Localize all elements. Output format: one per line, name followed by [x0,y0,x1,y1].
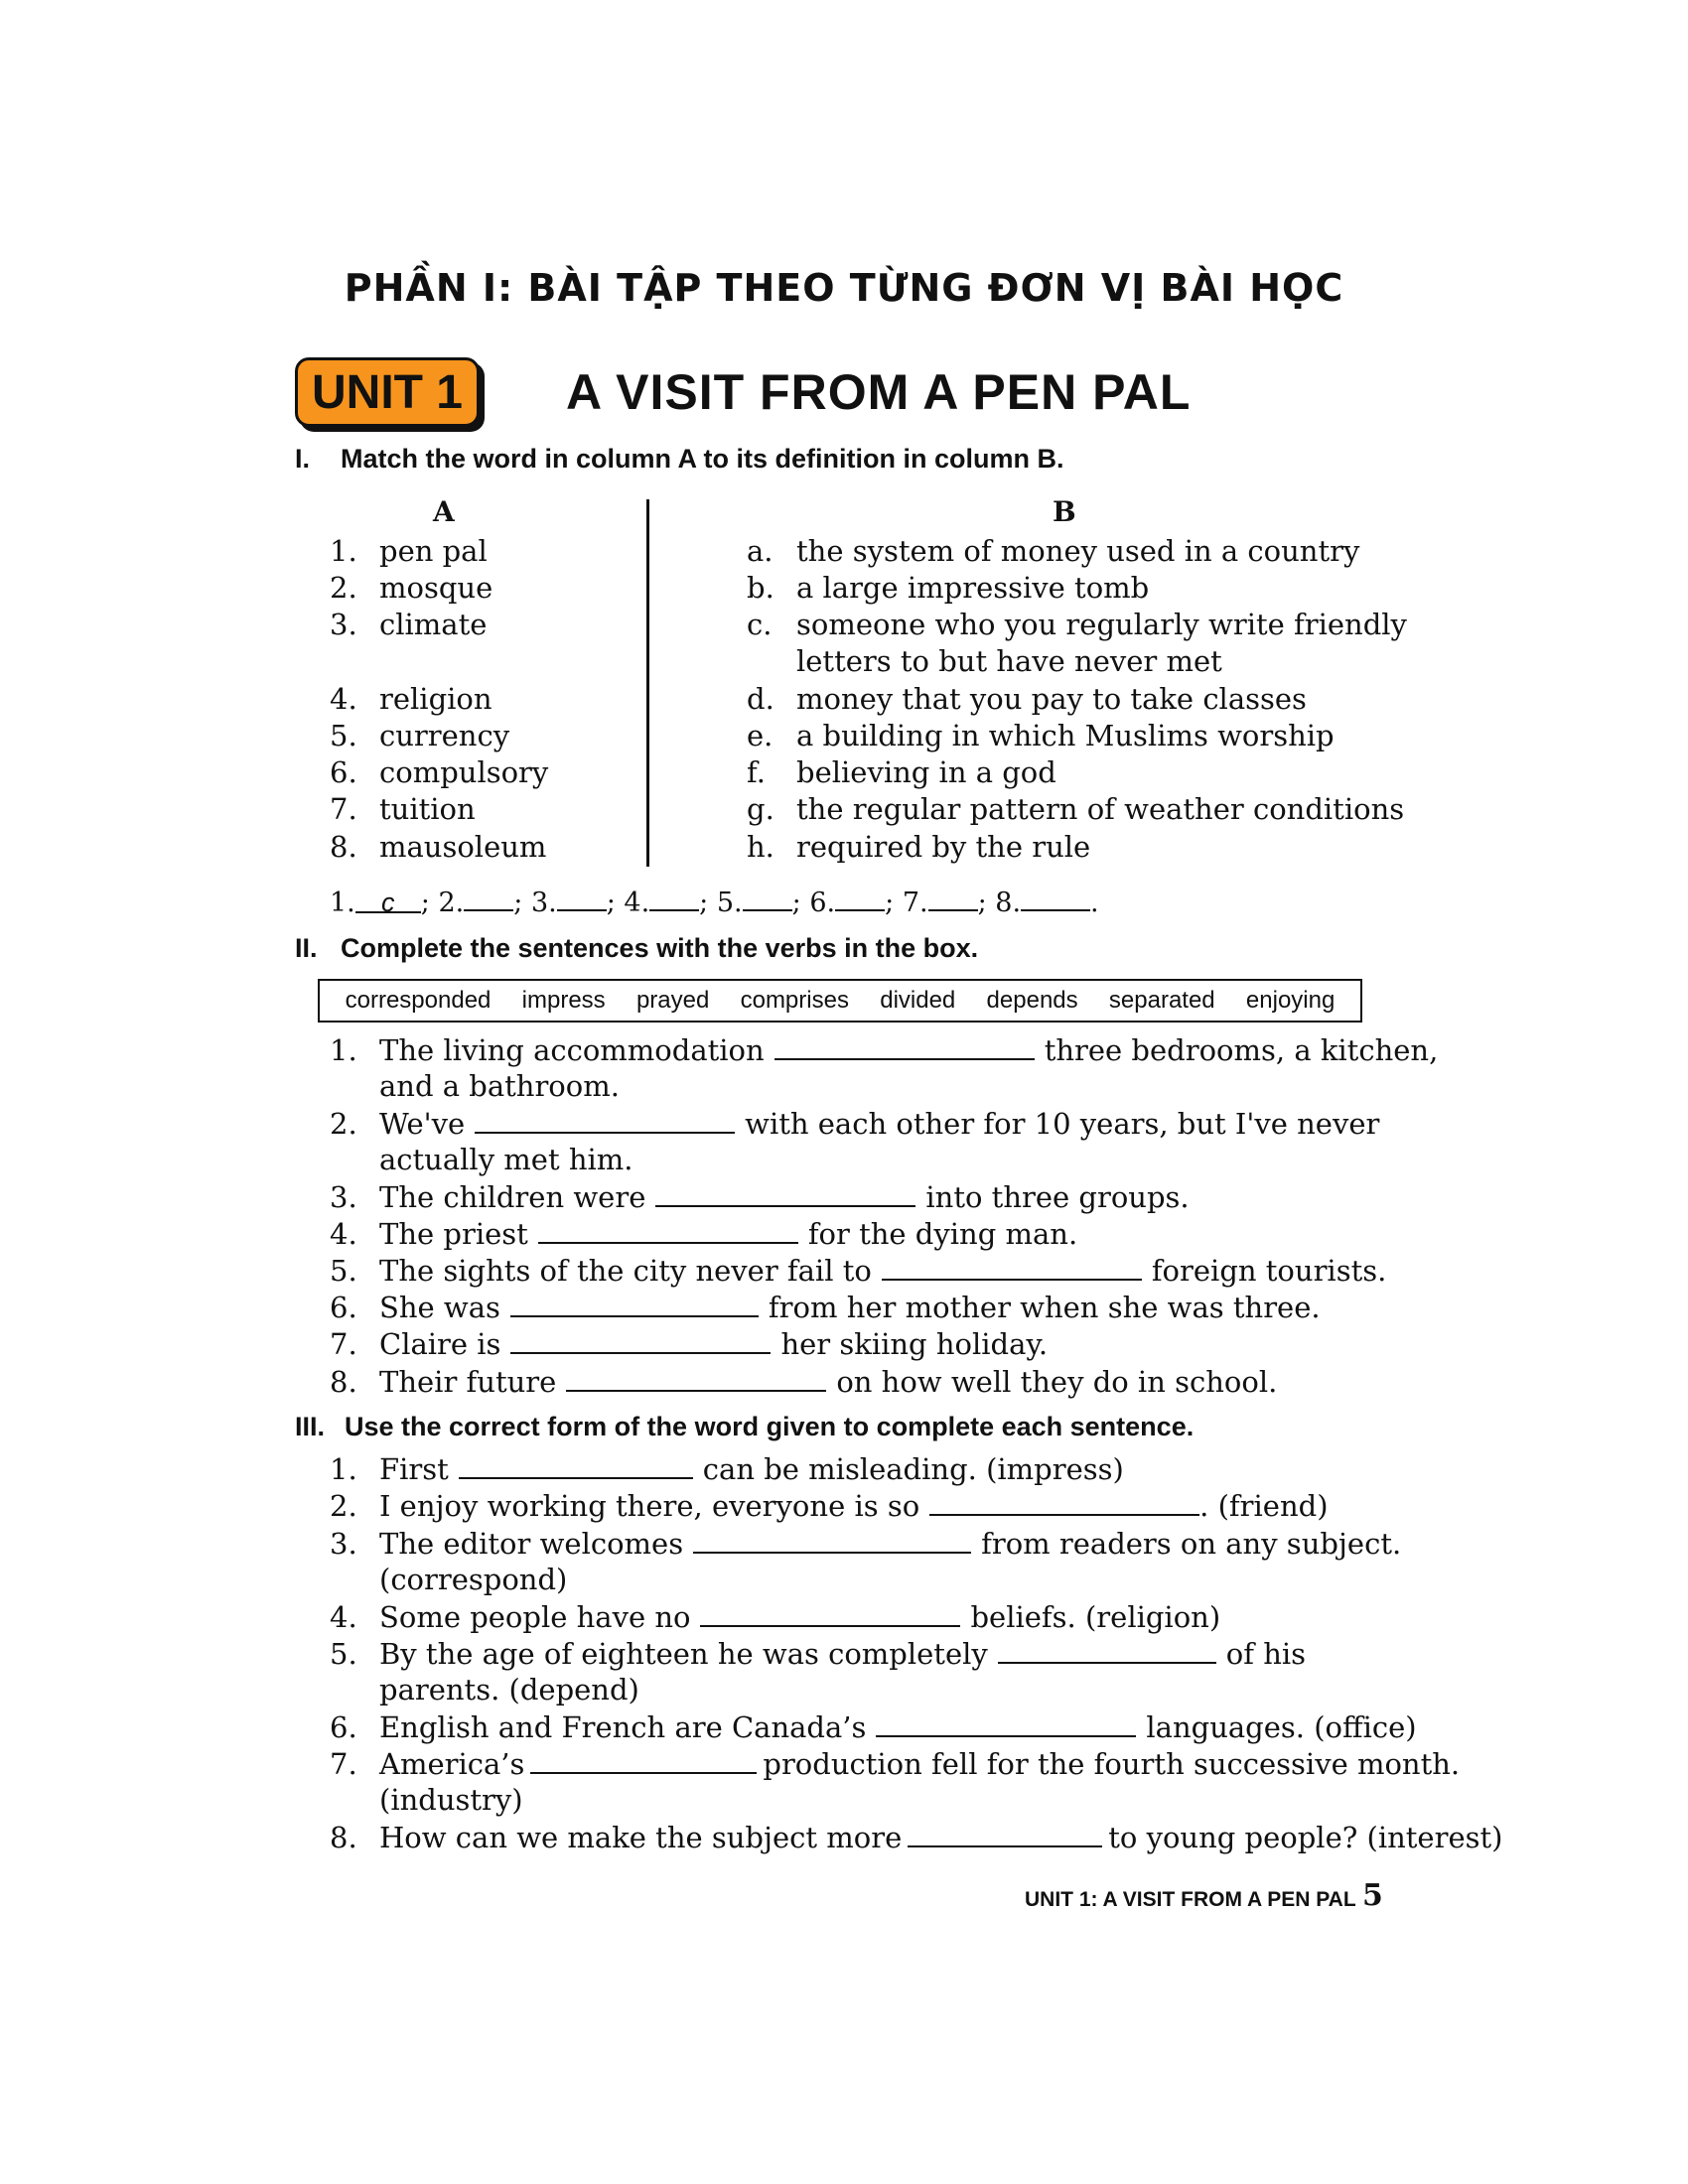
verb-word: divided [880,987,956,1014]
answer-blank[interactable] [1021,886,1090,911]
exercise-sentence: 6. English and French are Canada’s languages. (office) [330,1710,1417,1744]
list-item: c. someone who you regularly write friendly [747,608,1407,641]
unit-title: A VISIT FROM A PEN PAL [566,364,1192,420]
page-number: 5 [1362,1878,1383,1913]
exercise-sentence: 5. The sights of the city never fail to foreign tourists. [330,1254,1387,1288]
list-item: f. believing in a god [747,755,1056,789]
fill-blank[interactable] [882,1257,1142,1281]
answer-line: 1. c ; 2. ; 3. ; 4. ; 5. ; 6. ; 7. ; 8. . [330,887,1099,918]
exercise-continuation: (industry) [379,1783,523,1817]
answer-blank[interactable] [649,886,699,911]
exercise-sentence: 3. The children were into three groups. [330,1180,1190,1214]
exercise-sentence: 7. Claire is her skiing holiday. [330,1327,1049,1361]
list-item: 8. mausoleum [330,830,547,864]
fill-blank[interactable] [774,1036,1035,1060]
answer-blank[interactable] [928,886,978,911]
column-b-header: B [1053,495,1076,528]
section-number: II. [295,933,318,963]
exercise-sentence: 5. By the age of eighteen he was completely of his [330,1637,1307,1671]
fill-blank[interactable] [530,1750,757,1774]
answer-blank[interactable] [743,886,792,911]
fill-blank[interactable] [538,1220,798,1244]
verb-word: corresponded [345,987,492,1014]
fill-blank[interactable] [475,1110,735,1134]
exercise-sentence: 8. How can we make the subject more to young people? (interest) [330,1821,1503,1854]
exercise-sentence: 7. America’s production fell for the fourth successive month. [330,1747,1461,1781]
column-a-header: A [433,495,455,528]
verb-word: enjoying [1245,987,1336,1014]
exercise-sentence: 4. The priest for the dying man. [330,1217,1078,1251]
fill-blank[interactable] [998,1640,1216,1664]
unit-badge: UNIT 1 [295,357,480,427]
running-footer: UNIT 1: A VISIT FROM A PEN PAL [1025,1888,1356,1911]
verb-word: prayed [635,987,710,1014]
fill-blank[interactable] [459,1455,693,1479]
fill-blank[interactable] [566,1368,826,1392]
list-item: 1. pen pal [330,534,488,568]
exercise-sentence: 1. First can be misleading. (impress) [330,1452,1124,1486]
answer-blank[interactable] [464,886,513,911]
exercise-sentence: 3. The editor welcomes from readers on any subject. [330,1527,1402,1561]
answer-blank[interactable]: c [355,887,421,913]
exercise-continuation: parents. (depend) [379,1673,639,1706]
section-number: I. [295,444,311,474]
verb-word: separated [1108,987,1215,1014]
fill-blank[interactable] [510,1330,771,1354]
fill-blank[interactable] [693,1530,971,1554]
verb-word: comprises [740,987,849,1014]
exercise-continuation: and a bathroom. [379,1069,620,1103]
exercise-sentence: 4. Some people have no beliefs. (religion) [330,1600,1221,1634]
list-item: 7. tuition [330,792,476,826]
column-divider [646,499,649,867]
answer-blank[interactable] [835,886,885,911]
list-item: b. a large impressive tomb [747,571,1150,605]
list-item: letters to but have never met [796,644,1222,678]
exercise-continuation: actually met him. [379,1143,633,1176]
exercise-sentence: 2. We've with each other for 10 years, but I've never [330,1107,1380,1141]
section-instruction: Use the correct form of the word given to complete each sentence. [345,1412,1195,1441]
verb-word: depends [986,987,1078,1014]
exercise-sentence: 8. Their future on how well they do in school. [330,1365,1278,1399]
page-title: PHẦN I: BÀI TẬP THEO TỪNG ĐƠN VỊ BÀI HỌC [344,266,1344,310]
verb-word: impress [521,987,606,1014]
list-item: 2. mosque [330,571,493,605]
section-instruction: Complete the sentences with the verbs in the box. [341,933,979,963]
list-item: d. money that you pay to take classes [747,682,1307,716]
fill-blank[interactable] [700,1603,960,1627]
verb-box [318,979,1362,1023]
section-3-heading [295,1412,1194,1442]
answer-blank[interactable] [557,886,607,911]
exercise-sentence: 6. She was from her mother when she was three. [330,1291,1321,1324]
list-item: g. the regular pattern of weather conditions [747,792,1405,826]
section-instruction: Match the word in column A to its definition in column B. [341,444,1064,474]
list-item: 3. climate [330,608,488,641]
fill-blank[interactable] [908,1824,1102,1847]
section-1-heading [295,444,1063,475]
fill-blank[interactable] [655,1183,915,1207]
section-2-heading [295,933,978,964]
fill-blank[interactable] [510,1294,759,1317]
exercise-continuation: (correspond) [379,1563,568,1596]
exercise-sentence: 1. The living accommodation three bedrooms, a kitchen, [330,1033,1439,1067]
list-item: a. the system of money used in a country [747,534,1360,568]
exercise-sentence: 2. I enjoy working there, everyone is so . (friend) [330,1489,1329,1523]
list-item: 5. currency [330,719,510,752]
list-item: h. required by the rule [747,830,1091,864]
list-item: 4. religion [330,682,492,716]
fill-blank[interactable] [876,1713,1136,1737]
section-number: III. [295,1412,326,1441]
list-item: e. a building in which Muslims worship [747,719,1335,752]
fill-blank[interactable] [929,1492,1199,1516]
list-item: 6. compulsory [330,755,549,789]
